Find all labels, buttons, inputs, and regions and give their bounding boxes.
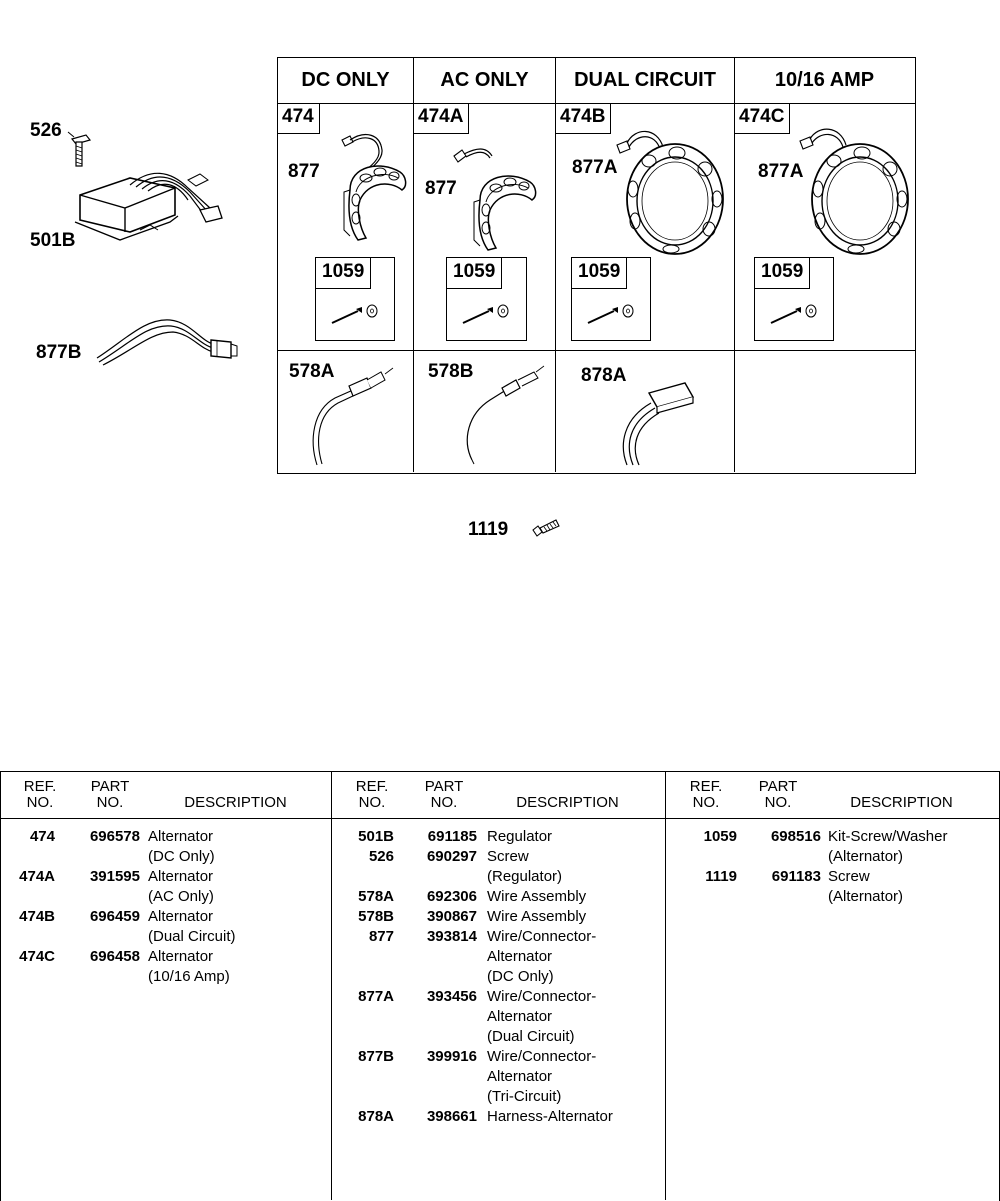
- table-row: [332, 907, 665, 927]
- part-no-cell: 698516: [770, 828, 821, 845]
- header-ref: REF. NO.: [23, 778, 57, 811]
- callout-877b: 877B: [36, 342, 82, 363]
- table-header: [666, 771, 999, 819]
- wire-ref-877a: 877A: [572, 157, 618, 178]
- assembly-ref-474a: 474A: [413, 103, 469, 134]
- part-no-cell: 399916: [426, 1048, 477, 1065]
- ref-no-cell: 1059: [703, 828, 737, 845]
- screw-1119-icon: [530, 516, 562, 538]
- table-row-continuation: [332, 947, 665, 967]
- kit-1059-box: [571, 257, 651, 341]
- description-cell: (10/16 Amp): [148, 968, 230, 985]
- column-header-dual-circuit: DUAL CIRCUIT: [574, 68, 716, 91]
- description-cell: (Alternator): [828, 888, 904, 905]
- description-cell: Screw: [828, 868, 870, 885]
- table-row-continuation: [0, 927, 331, 947]
- table-row: [332, 987, 665, 1007]
- alternator-474b-illustration: [605, 125, 730, 260]
- table-row: [332, 1047, 665, 1067]
- table-row-continuation: [332, 867, 665, 887]
- header-part: PART NO.: [758, 778, 798, 811]
- description-cell: Wire/Connector-: [487, 928, 597, 945]
- harness-ref-878a: 878A: [581, 365, 627, 386]
- table-row: [332, 927, 665, 947]
- ref-no-cell: 877: [368, 928, 394, 945]
- parts-table: [0, 771, 1000, 1200]
- part-no-cell: 390867: [426, 908, 477, 925]
- table-header: [332, 771, 665, 819]
- table-row-continuation: [666, 847, 999, 867]
- description-cell: (Regulator): [487, 868, 563, 885]
- ref-no-cell: 474C: [19, 948, 55, 965]
- part-no-cell: 696578: [89, 828, 140, 845]
- part-no-cell: 393456: [426, 988, 477, 1005]
- harness-ref-578b: 578B: [428, 361, 474, 382]
- description-cell: Alternator: [148, 828, 214, 845]
- kit-1059-box: [446, 257, 527, 341]
- ref-no-cell: 526: [368, 848, 394, 865]
- regulator-501b-illustration: [70, 160, 230, 250]
- assembly-ref-474c: 474C: [734, 103, 790, 134]
- harness-878a-illustration: [615, 375, 705, 470]
- table-row: [666, 867, 999, 887]
- description-cell: (Dual Circuit): [487, 1028, 575, 1045]
- part-no-cell: 696459: [89, 908, 140, 925]
- ref-no-cell: 474A: [19, 868, 55, 885]
- parts-table-column-1: [0, 771, 332, 1200]
- column-header-ac-only: AC ONLY: [440, 68, 529, 91]
- wire-assembly-578a-illustration: [305, 360, 400, 470]
- description-cell: Alternator: [487, 948, 553, 965]
- description-cell: (DC Only): [487, 968, 554, 985]
- header-description: DESCRIPTION: [184, 794, 287, 811]
- callout-526: 526: [30, 120, 62, 141]
- callout-1119: 1119: [468, 519, 509, 540]
- callout-501b: 501B: [30, 230, 76, 251]
- description-cell: Screw: [487, 848, 529, 865]
- part-no-cell: 391595: [89, 868, 140, 885]
- part-no-cell: 690297: [426, 848, 477, 865]
- grid-divider-lower: [277, 350, 915, 351]
- header-description: DESCRIPTION: [516, 794, 619, 811]
- ref-no-cell: 877B: [358, 1048, 394, 1065]
- ref-no-cell: 474: [29, 828, 55, 845]
- description-cell: (DC Only): [148, 848, 215, 865]
- kit-1059-box: [315, 257, 395, 341]
- assembly-ref-474: 474: [277, 103, 320, 134]
- table-row-continuation: [332, 1067, 665, 1087]
- alternator-474a-illustration: [450, 140, 540, 255]
- column-header-dc-only: DC ONLY: [301, 68, 390, 91]
- kit-1059-box: [754, 257, 834, 341]
- table-row-continuation: [332, 967, 665, 987]
- table-row: [0, 867, 331, 887]
- header-part: PART NO.: [424, 778, 464, 811]
- screw-washer-icon: [461, 303, 511, 327]
- part-no-cell: 393814: [426, 928, 477, 945]
- column-header-10-16-amp: 10/16 AMP: [774, 68, 875, 91]
- parts-table-column-2: [332, 771, 666, 1200]
- header-ref: REF. NO.: [689, 778, 723, 811]
- kit-ref-1059: 1059: [755, 258, 810, 289]
- header-ref: REF. NO.: [355, 778, 389, 811]
- description-cell: Harness-Alternator: [487, 1108, 613, 1125]
- part-no-cell: 692306: [426, 888, 477, 905]
- ref-no-cell: 878A: [358, 1108, 394, 1125]
- ref-no-cell: 578A: [358, 888, 394, 905]
- parts-table-column-3: [666, 771, 999, 1200]
- ref-no-cell: 1119: [705, 868, 737, 885]
- table-row: [0, 907, 331, 927]
- description-cell: (AC Only): [148, 888, 214, 905]
- description-cell: Wire Assembly: [487, 908, 587, 925]
- table-row-continuation: [332, 1087, 665, 1107]
- table-row-continuation: [0, 887, 331, 907]
- description-cell: Alternator: [148, 908, 214, 925]
- wire-ref-877: 877: [288, 161, 320, 182]
- table-row: [0, 947, 331, 967]
- part-no-cell: 691185: [427, 828, 477, 845]
- screw-washer-icon: [586, 303, 636, 327]
- table-row: [332, 887, 665, 907]
- wire-ref-877a: 877A: [758, 161, 804, 182]
- harness-ref-578a: 578A: [289, 361, 335, 382]
- assembly-ref-474b: 474B: [555, 103, 611, 134]
- description-cell: Alternator: [487, 1008, 553, 1025]
- description-cell: (Alternator): [828, 848, 904, 865]
- table-row-continuation: [666, 887, 999, 907]
- screw-washer-icon: [769, 303, 819, 327]
- alternator-474c-illustration: [790, 125, 915, 260]
- table-row: [666, 827, 999, 847]
- table-row-continuation: [0, 967, 331, 987]
- description-cell: Kit-Screw/Washer: [828, 828, 948, 845]
- description-cell: Wire/Connector-: [487, 1048, 597, 1065]
- description-cell: (Dual Circuit): [148, 928, 236, 945]
- part-no-cell: 696458: [89, 948, 140, 965]
- table-row: [332, 847, 665, 867]
- kit-ref-1059: 1059: [316, 258, 371, 289]
- ref-no-cell: 877A: [358, 988, 394, 1005]
- table-row: [332, 1107, 665, 1127]
- table-header: [0, 771, 331, 819]
- description-cell: Alternator: [148, 948, 214, 965]
- ref-no-cell: 474B: [19, 908, 55, 925]
- wire-assembly-578b-illustration: [460, 360, 550, 470]
- wire-ref-877: 877: [425, 178, 457, 199]
- screw-washer-icon: [330, 303, 380, 327]
- description-cell: Alternator: [148, 868, 214, 885]
- ref-no-cell: 501B: [358, 828, 394, 845]
- description-cell: Wire/Connector-: [487, 988, 597, 1005]
- part-no-cell: 691183: [771, 868, 821, 885]
- header-part: PART NO.: [90, 778, 130, 811]
- description-cell: Alternator: [487, 1068, 553, 1085]
- table-row-continuation: [332, 1007, 665, 1027]
- description-cell: Wire Assembly: [487, 888, 587, 905]
- kit-ref-1059: 1059: [447, 258, 502, 289]
- table-row-continuation: [332, 1027, 665, 1047]
- kit-ref-1059: 1059: [572, 258, 627, 289]
- wire-connector-877b-illustration: [95, 310, 245, 370]
- table-row: [0, 827, 331, 847]
- alternator-474-illustration: [320, 130, 410, 245]
- table-row: [332, 827, 665, 847]
- description-cell: (Tri-Circuit): [487, 1088, 562, 1105]
- part-no-cell: 398661: [426, 1108, 477, 1125]
- ref-no-cell: 578B: [358, 908, 394, 925]
- description-cell: Regulator: [487, 828, 553, 845]
- header-description: DESCRIPTION: [850, 794, 953, 811]
- table-row-continuation: [0, 847, 331, 867]
